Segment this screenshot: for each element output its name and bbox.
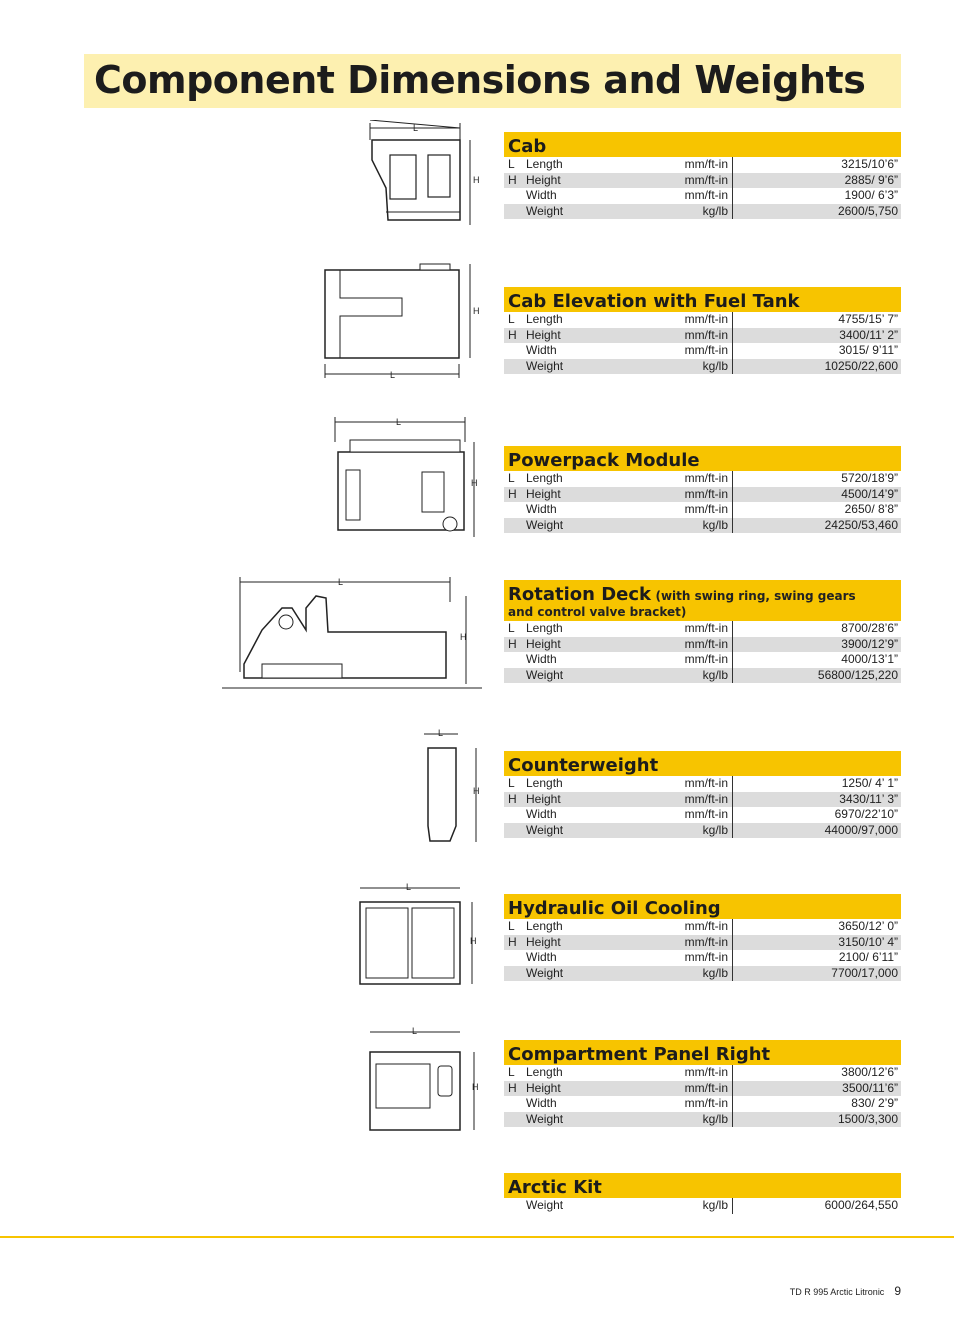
footer-rule [0,1236,954,1238]
dim-label-h: H [472,1082,479,1092]
table-row: H Height mm/ft-in 2885/ 9’6” [504,173,901,189]
table-row: L Length mm/ft-in 3650/12’ 0” [508,919,898,933]
section-header [504,132,901,157]
table-row: Weight kg/lb 44000/97,000 [504,823,901,839]
table-row: Width mm/ft-in 830/ 2’9” [526,1096,898,1110]
table-row: Width mm/ft-in 1900/ 6’3” [526,188,898,202]
dim-label-l: L [438,728,444,738]
page-number: 9 [894,1284,901,1298]
compartment-panel-drawing [364,1024,484,1134]
table-row: Width mm/ft-in 2650/ 8’8” [526,502,898,516]
section-subtitle: (with swing ring, swing gears [655,589,856,603]
section-subtitle: and control valve bracket) [508,605,687,619]
counterweight-drawing [400,726,490,851]
rotation-deck-drawing [222,572,482,692]
table-row: H Height mm/ft-in 3150/10’ 4” [504,935,901,951]
table-row: H Height mm/ft-in 3900/12’9” [504,637,901,653]
section-title: Cab [508,136,547,157]
table-row: L Length mm/ft-in 4755/15’ 7” [508,312,898,326]
dim-label-l: L [396,417,402,427]
section-cab [504,132,901,219]
dim-label-l: L [406,882,412,892]
cab-drawing [360,120,490,230]
footer-text: TD R 995 Arctic Litronic [789,1287,885,1297]
title-bar [84,54,901,108]
section-header [504,894,901,919]
table-row: Width mm/ft-in 6970/22’10” [526,807,898,821]
table-row: L Length mm/ft-in 5720/18’9” [508,471,898,485]
table-row: H Height mm/ft-in 3430/11’ 3” [504,792,901,808]
section-powerpack [504,446,901,533]
dim-label-h: H [473,306,480,316]
table-row: Width mm/ft-in 4000/13’1” [526,652,898,666]
section-header [504,580,901,621]
table-row: Weight kg/lb 24250/53,460 [504,518,901,534]
section-counterweight [504,751,901,838]
section-header [504,287,901,312]
dim-label-h: H [473,786,480,796]
footer [790,1284,901,1298]
section-title: Cab Elevation with Fuel Tank [508,291,800,312]
hydraulic-oil-cooling-drawing [356,880,486,990]
section-header [504,751,901,776]
section-title: Powerpack Module [508,450,700,471]
section-header [504,1040,901,1065]
section-header [504,446,901,471]
section-compartment-panel-right [504,1040,901,1127]
section-title: Rotation Deck [508,584,651,605]
table-row: L Length mm/ft-in 8700/28’6” [508,621,898,635]
table-row: H Height mm/ft-in 4500/14’9” [504,487,901,503]
table-row: L Length mm/ft-in 3800/12’6” [508,1065,898,1079]
dim-label-h: H [471,478,478,488]
table-row: Weight kg/lb 56800/125,220 [504,668,901,684]
dim-label-h: H [473,175,480,185]
table-row: Width mm/ft-in 3015/ 9’11” [526,343,898,357]
table-row: Weight kg/lb 6000/264,550 [526,1198,898,1212]
table-row: Weight kg/lb 1500/3,300 [504,1112,901,1128]
section-rotation-deck [504,580,901,683]
table-row: L Length mm/ft-in 1250/ 4’ 1” [508,776,898,790]
table-row: Width mm/ft-in 2100/ 6’11” [526,950,898,964]
section-cab-elevation [504,287,901,374]
table-row: H Height mm/ft-in 3500/11’6” [504,1081,901,1097]
dim-label-h: H [460,632,467,642]
table-row: Weight kg/lb 2600/5,750 [504,204,901,220]
cab-elevation-drawing [320,258,490,383]
dim-label-l: L [338,577,344,587]
table-row: H Height mm/ft-in 3400/11’ 2” [504,328,901,344]
dim-label-l: L [390,370,396,380]
dim-label-l: L [412,1026,418,1036]
page-title: Component Dimensions and Weights [94,58,866,102]
section-title: Counterweight [508,755,659,776]
section-title: Compartment Panel Right [508,1044,771,1065]
section-title: Arctic Kit [508,1177,602,1198]
section-arctic-kit [504,1173,901,1214]
powerpack-drawing [330,412,490,542]
table-row: L Length mm/ft-in 3215/10’6” [508,157,898,171]
section-header [504,1173,901,1198]
section-title: Hydraulic Oil Cooling [508,898,721,919]
dim-label-h: H [470,936,477,946]
table-row: Weight kg/lb 10250/22,600 [504,359,901,375]
dim-label-l: L [413,123,419,133]
section-hydraulic-oil-cooling [504,894,901,981]
table-row: Weight kg/lb 7700/17,000 [504,966,901,982]
